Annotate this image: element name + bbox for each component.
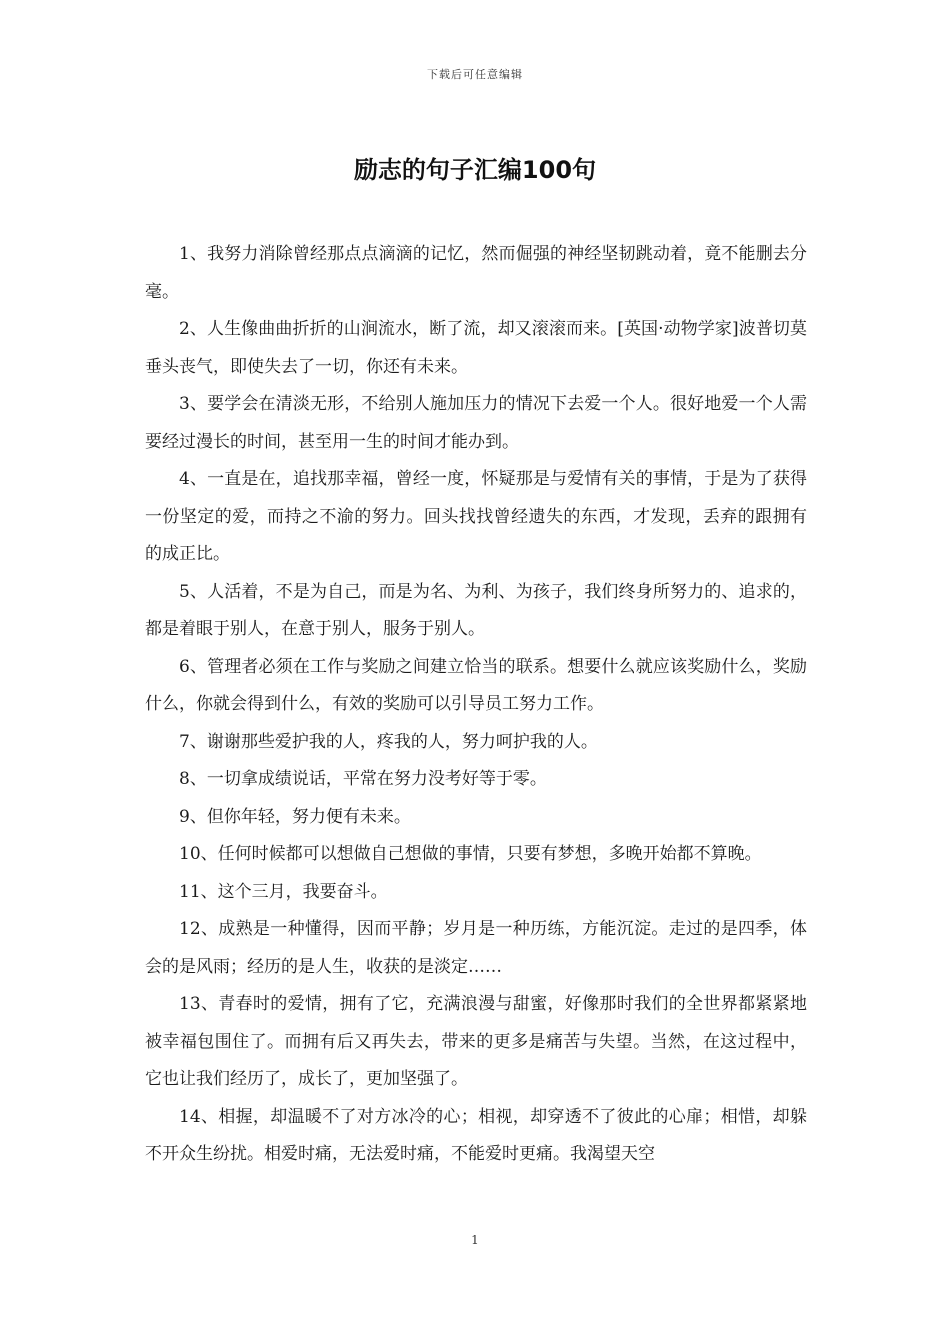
paragraph: 9、但你年轻，努力便有未来。 (179, 806, 411, 827)
paragraph: 3、要学会在清淡无形，不给别人施加压力的情况下去爱一个人。很好地爱一个人需要经过漫长的时间，甚至用一生的时间才能办到。 (145, 394, 807, 452)
paragraph: 5、人活着，不是为自己，而是为名、为利、为孩子，我们终身所努力的、追求的，都是着眼于别人，在意于别人，服务于别人。 (145, 581, 807, 639)
document-title: 励志的句子汇编100句 (353, 156, 597, 184)
document-body (145, 236, 807, 1174)
paragraph: 7、谢谢那些爱护我的人，疼我的人，努力呵护我的人。 (179, 731, 598, 752)
paragraph: 1、我努力消除曾经那点点滴滴的记忆，然而倔强的神经坚韧跳动着，竟不能删去分毫。 (145, 244, 807, 302)
paragraph: 14、相握，却温暖不了对方冰冷的心；相视，却穿透不了彼此的心扉；相惜，却躲不开众生纷扰。相爱时痛，无法爱时痛，不能爱时更痛。我渴望天空 (145, 1106, 807, 1164)
paragraph: 8、一切拿成绩说话，平常在努力没考好等于零。 (179, 769, 547, 789)
paragraph: 11、这个三月，我要奋斗。 (179, 881, 388, 902)
paragraph: 6、管理者必须在工作与奖励之间建立恰当的联系。想要什么就应该奖励什么，奖励什么，你就会得到什么，有效的奖励可以引导员工努力工作。 (145, 656, 807, 714)
paragraph: 13、青春时的爱情，拥有了它，充满浪漫与甜蜜，好像那时我们的全世界都紧紧地被幸福包围住了。而拥有后又再失去，带来的更多是痛苦与失望。当然，在这过程中，它也让我们经历了，成长了，更加坚强了。 (145, 994, 807, 1089)
paragraph: 2、人生像曲曲折折的山涧流水，断了流，却又滚滚而来。[英国·动物学家]波普切莫垂头丧气，即使失去了一切，你还有未来。 (145, 319, 807, 377)
paragraph: 12、成熟是一种懂得，因而平静；岁月是一种历练，方能沉淀。走过的是四季，体会的是风雨；经历的是人生，收获的是淡定…… (145, 919, 807, 977)
paragraph: 4、一直是在，追找那幸福，曾经一度，怀疑那是与爱情有关的事情，于是为了获得一份坚定的爱，而持之不渝的努力。回头找找曾经遗失的东西，才发现，丢弃的跟拥有的成正比。 (145, 469, 807, 564)
page-number: 1 (471, 1233, 479, 1247)
header-note: 下载后可任意编辑 (427, 68, 523, 81)
paragraph: 10、任何时候都可以想做自己想做的事情，只要有梦想，多晚开始都不算晚。 (179, 844, 762, 864)
